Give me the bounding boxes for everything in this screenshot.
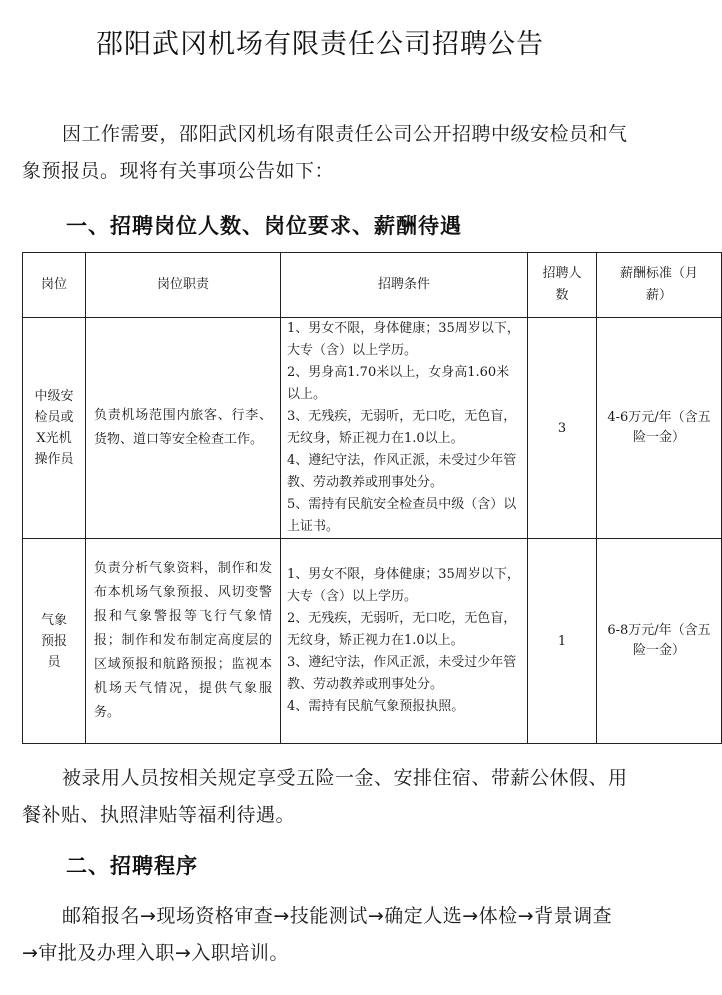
condition-item: 2、无残疾，无弱听，无口吃，无色盲，无纹身，矫正视力在1.0以上。: [287, 611, 517, 648]
procedure-paragraph: 邮箱报名→现场资格审查→技能测试→确定人选→体检→背景调查→审批及办理入职→入职培训。: [22, 905, 613, 964]
condition-item: 5、需持有民航安全检查员中级（含）以上证书。: [287, 497, 517, 534]
condition-item: 4、遵纪守法，作风正派，未受过少年管教、劳动教养或刑事处分。: [287, 453, 517, 490]
table-row: [23, 318, 722, 539]
cell-count: 1: [528, 539, 597, 744]
cell-salary: 6-8万元/年（含五险一金）: [597, 539, 722, 744]
benefits-paragraph: 被录用人员按相关规定享受五险一金、安排住宿、带薪公休假、用餐补贴、执照津贴等福利待遇。: [22, 767, 628, 826]
intro-paragraph: 因工作需要，邵阳武冈机场有限责任公司公开招聘中级安检员和气象预报员。现将有关事项公告如下：: [22, 123, 628, 182]
condition-item: 4、需持有民航气象预报执照。: [287, 699, 465, 714]
cell-position: 中级安检员或X光机操作员: [23, 318, 86, 539]
condition-item: 3、无残疾，无弱听，无口吃，无色盲，无纹身，矫正视力在1.0以上。: [287, 409, 517, 446]
condition-item: 2、男身高1.70米以上，女身高1.60米以上。: [287, 365, 510, 402]
header-conditions: 招聘条件: [281, 253, 528, 318]
cell-conditions: [281, 539, 528, 744]
cell-duties: 负责机场范围内旅客、行李、货物、道口等安全检查工作。: [86, 318, 281, 539]
cell-position: 气象预报员: [23, 539, 86, 744]
section2-heading: 二、招聘程序: [66, 854, 198, 878]
page-title: 邵阳武冈机场有限责任公司招聘公告: [96, 29, 544, 60]
recruitment-table: [22, 252, 722, 744]
condition-item: 1、男女不限，身体健康；35周岁以下，大专（含）以上学历。: [287, 567, 520, 604]
cell-conditions: [281, 318, 528, 539]
cell-duties: 负责分析气象资料，制作和发布本机场气象预报、风切变警报和气象警报等飞行气象情报；制作和发布制定高度层的区域预报和航路预报；监视本机场天气情况，提供气象服务。: [86, 539, 281, 744]
cell-count: 3: [528, 318, 597, 539]
section1-heading: 一、招聘岗位人数、岗位要求、薪酬待遇: [66, 214, 462, 238]
table-header-row: [23, 253, 722, 318]
header-count: 招聘人数: [528, 253, 597, 318]
condition-item: 1、男女不限，身体健康；35周岁以下，大专（含）以上学历。: [287, 321, 520, 358]
header-position: 岗位: [23, 253, 86, 318]
condition-item: 3、遵纪守法，作风正派，未受过少年管教、劳动教养或刑事处分。: [287, 655, 517, 692]
header-salary: 薪酬标准（月薪）: [597, 253, 722, 318]
cell-salary: 4-6万元/年（含五险一金）: [597, 318, 722, 539]
table-row: [23, 539, 722, 744]
header-duties: 岗位职责: [86, 253, 281, 318]
